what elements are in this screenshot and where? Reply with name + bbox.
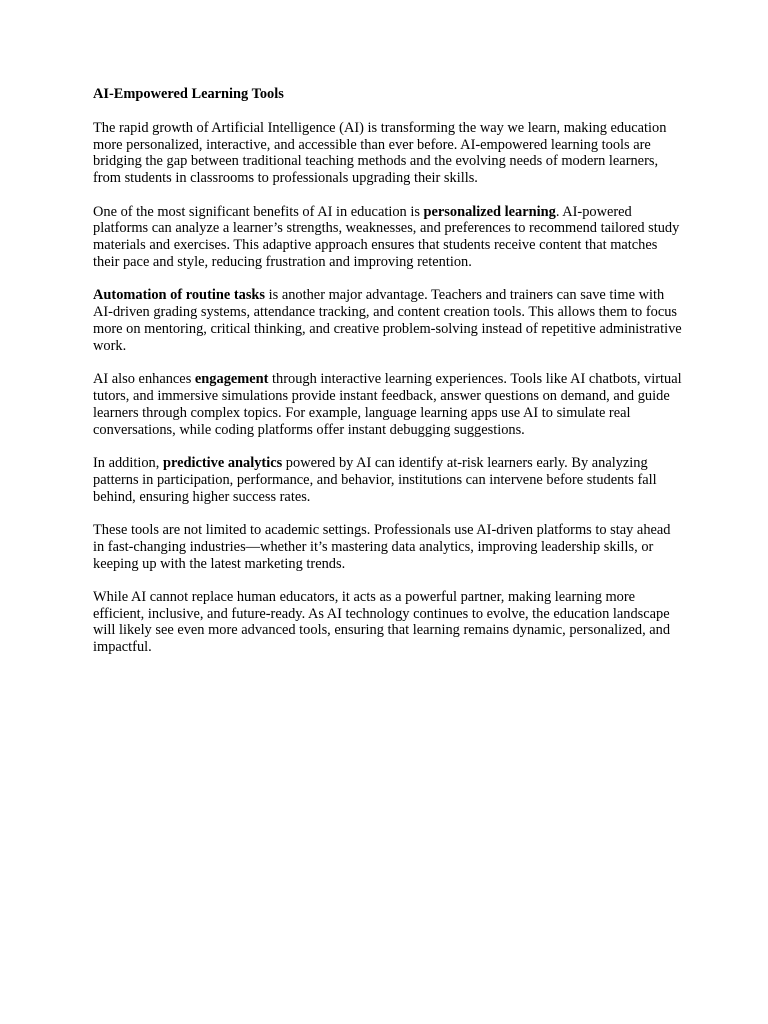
keyword-personalized-learning: personalized learning <box>423 203 556 220</box>
paragraph-predictive-analytics <box>93 455 683 505</box>
paragraph-intro <box>93 120 683 187</box>
paragraph-4-rest: through interactive learning experiences. Tools like AI chatbots, virtual tutors, and immersive simulations provide instant feedback, answer questions on demand, and guide learners through complex topics. For example, language learning apps use AI to simulate real conversations, while coding platforms offer instant debugging suggestions. <box>93 371 682 438</box>
document-title: AI-Empowered Learning Tools <box>93 86 284 102</box>
paragraph-5-rest: powered by AI can identify at-risk learners early. By analyzing patterns in participation, performance, and behavior, institutions can intervene before students fall behind, ensuring higher success rates. <box>93 454 657 505</box>
paragraph-intro-text: The rapid growth of Artificial Intelligence (AI) is transforming the way we learn, making education more personalized, interactive, and accessible than ever before. AI-empowered learning tools are bridging the gap between traditional teaching methods and the evolving needs of modern learners, from students in classrooms to professionals upgrading their skills. <box>93 119 667 187</box>
paragraph-automation <box>93 287 683 354</box>
paragraph-7-text: While AI cannot replace human educators, it acts as a powerful partner, making learning more efficient, inclusive, and future-ready. As AI technology continues to evolve, the education landscape will likely see even more advanced tools, ensuring that learning remains dynamic, personalized, and impactful. <box>93 588 671 656</box>
paragraph-professionals <box>93 522 683 572</box>
paragraph-5-lead: In addition, <box>93 454 163 471</box>
paragraph-2-rest: . AI-powered platforms can analyze a learner’s strengths, weaknesses, and preferences to recommend tailored study materials and exercises. This adaptive approach ensures that students receive content that matches their pace and style, reducing frustration and improving retention. <box>93 203 680 270</box>
paragraph-conclusion <box>93 589 683 656</box>
document-body <box>93 86 683 673</box>
paragraph-6-text: These tools are not limited to academic settings. Professionals use AI-driven platforms to stay ahead in fast-changing industries—whether it’s mastering data analytics, improving leadership skills, or keeping up with the latest marketing trends. <box>93 521 671 572</box>
paragraph-4-lead: AI also enhances <box>93 371 195 388</box>
keyword-engagement: engagement <box>194 371 269 388</box>
paragraph-personalized-learning <box>93 204 683 271</box>
paragraph-engagement <box>93 371 683 438</box>
paragraph-3-rest: is another major advantage. Teachers and trainers can save time with AI-driven grading systems, attendance tracking, and content creation tools. This allows them to focus more on mentoring, critical thinking, and creative problem-solving instead of repetitive administrative work. <box>93 287 682 354</box>
paragraph-2-lead: One of the most significant benefits of AI in education is <box>93 203 424 220</box>
keyword-predictive-analytics: predictive analytics <box>162 454 283 471</box>
keyword-automation: Automation of routine tasks <box>93 287 266 304</box>
